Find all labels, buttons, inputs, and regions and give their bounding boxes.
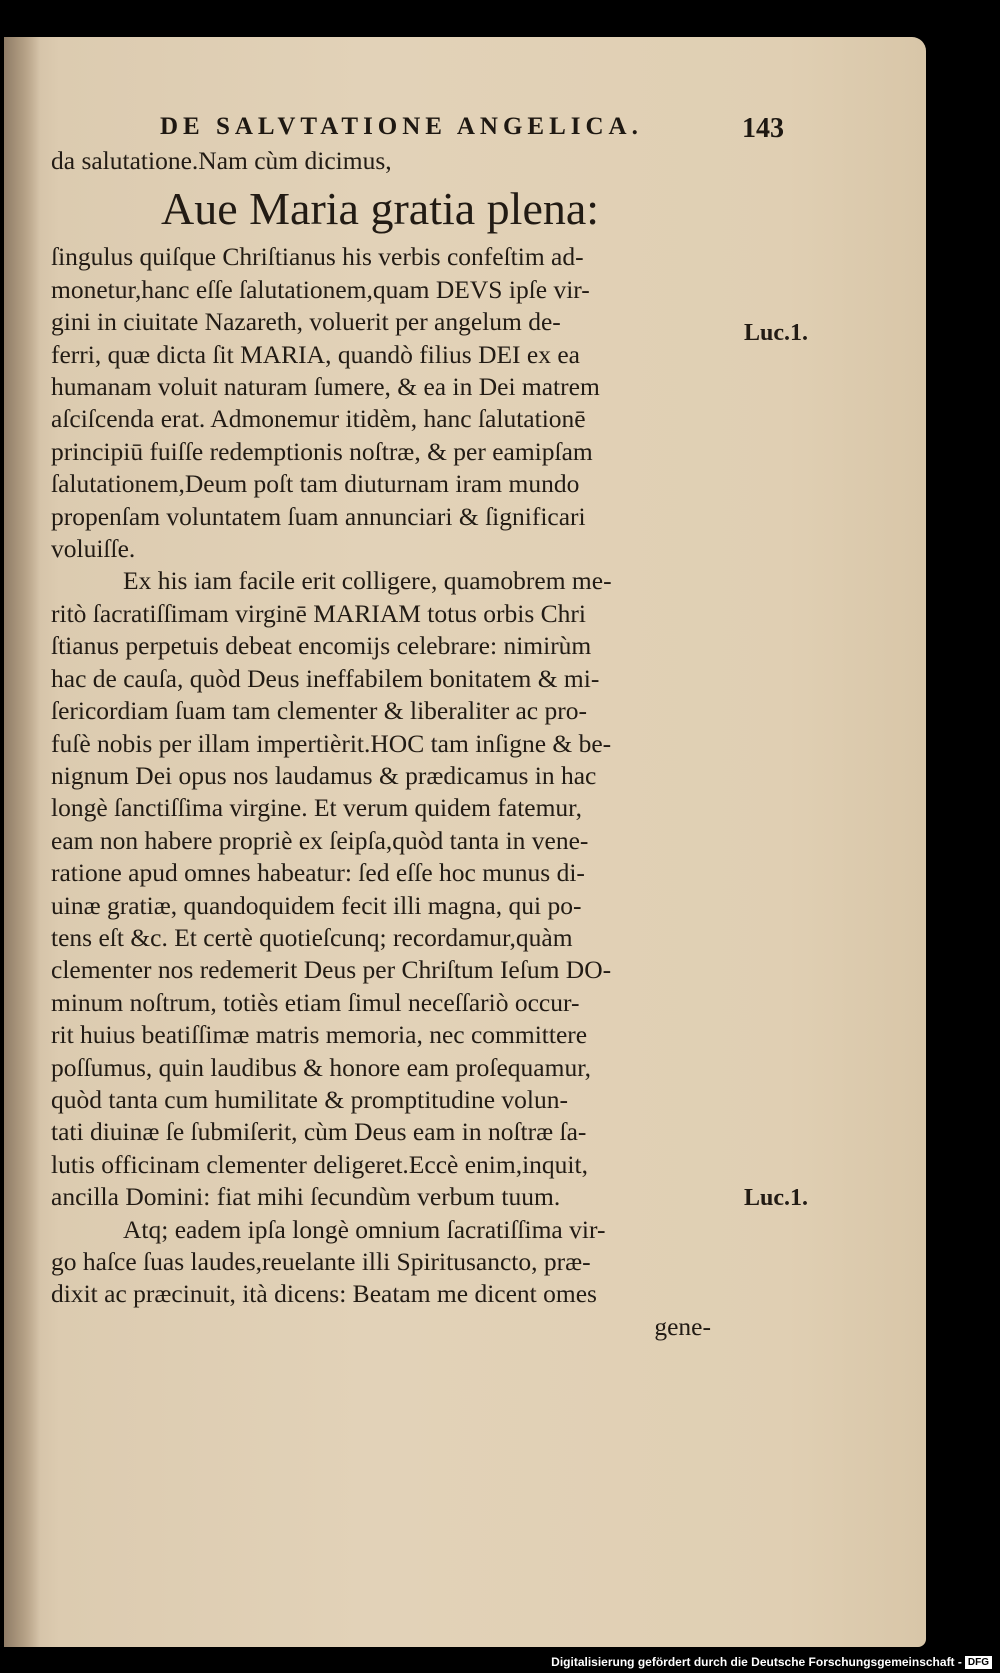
text-line: propenſam voluntatem ſuam annunciari & ſignificari bbox=[51, 501, 586, 531]
page-gutter-shadow bbox=[4, 37, 40, 1647]
text-line: ſericordiam ſuam tam clementer & liberaliter ac pro- bbox=[51, 696, 587, 726]
text-line: clementer nos redemerit Deus per Chriſtum Ieſum DO- bbox=[51, 955, 612, 985]
text-line: fuſè nobis per illam impertièrit.HOC tam inſigne & be- bbox=[51, 728, 612, 758]
text-line: ritò ſacratiſſimam virginē MARIAM totus orbis Chri bbox=[51, 598, 586, 628]
text-line: lutis officinam clementer deligeret.Eccè enim,inquit, bbox=[51, 1149, 588, 1179]
credit-text: Digitalisierung gefördert durch die Deutsche Forschungsgemeinschaft - bbox=[551, 1654, 962, 1669]
text-line: longè ſanctiſſima virgine. Et verum quidem fatemur, bbox=[51, 793, 583, 823]
text-line: poſſumus, quin laudibus & honore eam proſequamur, bbox=[51, 1052, 592, 1082]
text-line: rit huius beatiſſimæ matris memoria, nec committere bbox=[51, 1020, 588, 1050]
text-line: tens eſt &c. Et certè quotieſcunq; recordamur,quàm bbox=[51, 922, 573, 952]
paragraph-3 bbox=[51, 1214, 721, 1311]
text-line: Ex his iam facile erit colligere, quamobrem me- bbox=[123, 566, 612, 596]
text-line: nignum Dei opus nos laudamus & prædicamus in hac bbox=[51, 760, 597, 790]
body-text bbox=[51, 145, 721, 1343]
text-line: Atq; eadem ipſa longè omnium ſacratiſſima vir- bbox=[123, 1214, 606, 1244]
text-line: ſalutationem,Deum poſt tam diuturnam iram mundo bbox=[51, 469, 580, 499]
book-page bbox=[4, 37, 926, 1647]
text-line: principiū fuiſſe redemptionis noſtræ, & per eamipſam bbox=[51, 436, 593, 466]
text-line: dixit ac præcinuit, ità dicens: Beatam me dicent omes bbox=[51, 1279, 597, 1309]
digitization-credit bbox=[551, 1655, 992, 1669]
text-line: monetur,hanc eſſe ſalutationem,quam DEVS ipſe vir- bbox=[51, 274, 590, 304]
text-line: quòd tanta cum humilitate & promptitudine volun- bbox=[51, 1084, 568, 1114]
text-line: go haſce ſuas laudes,reuelante illi Spiritusancto, præ- bbox=[51, 1247, 591, 1276]
running-title: DE SALVTATIONE ANGELICA. bbox=[160, 113, 643, 140]
text-line: aſciſcenda erat. Admonemur itidèm, hanc ſalutationē bbox=[51, 404, 586, 434]
paragraph-1 bbox=[51, 241, 721, 565]
page-number: 143 bbox=[742, 113, 784, 144]
text-line: hac de cauſa, quòd Deus ineffabilem bonitatem & mi- bbox=[51, 663, 600, 693]
text-line: ferri, quæ dicta ſit MARIA, quandò filius DEI ex ea bbox=[51, 339, 581, 369]
text-line: voluiſſe. bbox=[51, 534, 136, 564]
text-line: uinæ gratiæ, quandoquidem fecit illi magna, qui po- bbox=[51, 890, 582, 920]
text-line: ſingulus quiſque Chriſtianus his verbis confeſtim ad- bbox=[51, 242, 584, 272]
catchword: gene- bbox=[654, 1311, 711, 1341]
dfg-logo: DFG bbox=[965, 1656, 992, 1669]
margin-note-luke: Luc.1. bbox=[744, 320, 809, 346]
headline-ave-maria: Aue Maria gratia plena: bbox=[161, 183, 600, 235]
intro-line: da salutatione.Nam cùm dicimus, bbox=[51, 146, 392, 175]
text-line: minum noſtrum, totiès etiam ſimul neceſſariò occur- bbox=[51, 987, 580, 1017]
text-line: humanam voluit naturam ſumere, & ea in Dei matrem bbox=[51, 372, 600, 402]
text-line: eam non habere propriè ex ſeipſa,quòd tanta in vene- bbox=[51, 825, 589, 855]
text-line: ancilla Domini: fiat mihi ſecundùm verbum tuum. bbox=[51, 1182, 561, 1212]
margin-note-luke: Luc.1. bbox=[744, 1185, 809, 1211]
text-line: ſtianus perpetuis debeat encomijs celebrare: nimirùm bbox=[51, 631, 592, 661]
text-line: tati diuinæ ſe ſubmiſerit, cùm Deus eam in noſtræ ſa- bbox=[51, 1117, 587, 1147]
text-line: gini in ciuitate Nazareth, voluerit per angelum de- bbox=[51, 307, 561, 337]
text-line: ratione apud omnes habeatur: ſed eſſe hoc munus di- bbox=[51, 858, 585, 888]
paragraph-2 bbox=[51, 565, 721, 1213]
